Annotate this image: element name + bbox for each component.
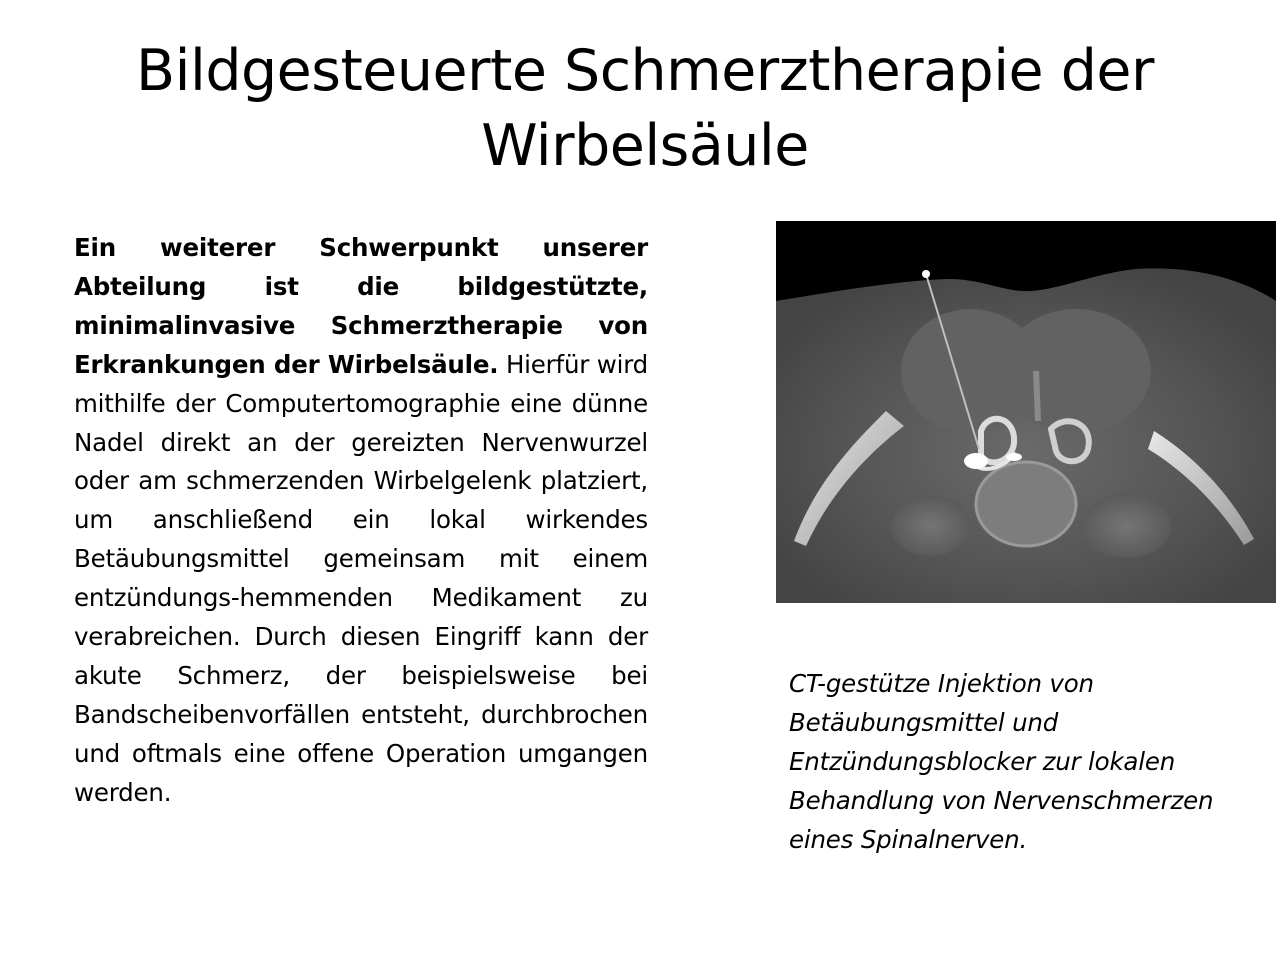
slide-title-line-2: Wirbelsäule: [481, 113, 809, 179]
slide-title-line-1: Bildgesteuerte Schmerztherapie der: [136, 38, 1154, 104]
caption-line-2: Betäubungsmittel und: [789, 707, 1059, 737]
slide-title: [40, 34, 1250, 184]
body-lead-text: Ein weiterer Schwerpunkt unserer Abteilung ist die bildgestützte, minimalinvasive Schmerztherapie von Erkrankungen der Wirbelsäule.: [74, 233, 648, 379]
body-rest-text: Hierfür wird mithilfe der Computertomographie eine dünne Nadel direkt an der gereizten Nervenwurzel oder am schmerzenden Wirbelgelenk platziert, um anschließend ein lokal wirkendes Betäubungsmittel gemeinsam mit einem entzündungs-hemmenden Medikament zu verabreichen. Durch diesen Eingriff kann der akute Schmerz, der beispielsweise bei Bandscheibenvorfällen entsteht, durchbrochen und oftmals eine offene Operation umgangen werden.: [74, 349, 648, 807]
image-caption: [789, 665, 1259, 860]
caption-line-1: CT-gestütze Injektion von: [789, 669, 1094, 698]
caption-line-3: Entzündungsblocker zur lokalen: [789, 746, 1176, 776]
caption-line-5: eines Spinalnerven.: [789, 824, 1028, 854]
body-paragraph: [74, 229, 648, 813]
ct-scan-drawing: [776, 221, 1276, 603]
ct-scan-image: [776, 221, 1276, 603]
caption-line-4: Behandlung von Nervenschmerzen: [789, 785, 1214, 815]
